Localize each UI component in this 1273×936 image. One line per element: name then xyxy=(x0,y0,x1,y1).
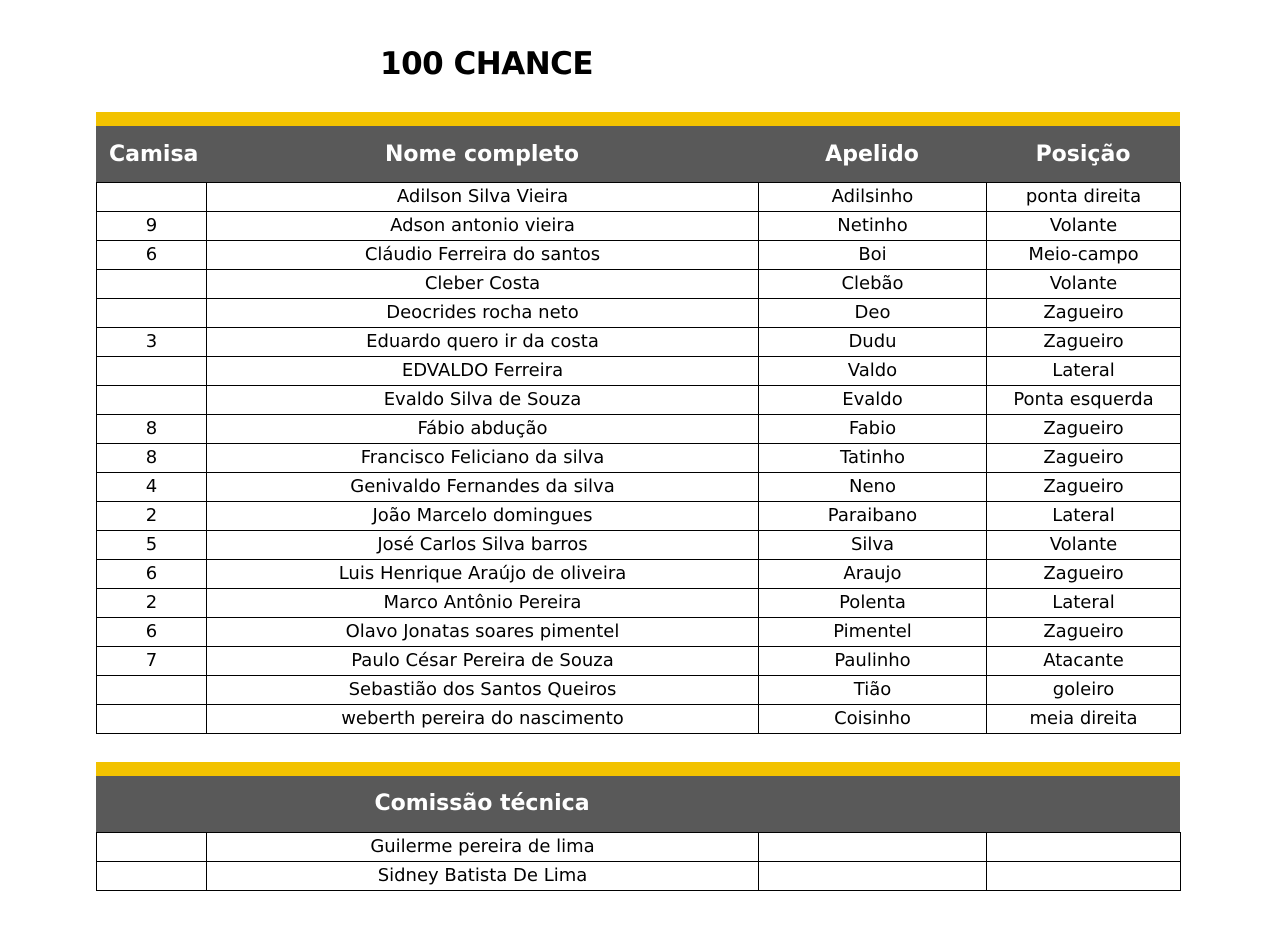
cell-position: ponta direita xyxy=(987,183,1181,212)
cell-full-name: weberth pereira do nascimento xyxy=(207,705,759,734)
table-row xyxy=(97,444,1181,473)
cell-full-name: Evaldo Silva de Souza xyxy=(207,386,759,415)
column-header-position: Posição xyxy=(1035,141,1131,167)
cell-nickname: Valdo xyxy=(759,357,987,386)
cell-shirt: 3 xyxy=(97,328,207,357)
page-title: 100 CHANCE xyxy=(380,46,594,82)
table-row xyxy=(97,328,1181,357)
cell-full-name: Paulo César Pereira de Souza xyxy=(207,647,759,676)
cell-shirt xyxy=(97,299,207,328)
cell-position: Zagueiro xyxy=(987,328,1181,357)
table-row xyxy=(97,618,1181,647)
cell-shirt: 7 xyxy=(97,647,207,676)
accent-bar xyxy=(96,112,1180,126)
cell-shirt: 6 xyxy=(97,560,207,589)
cell-shirt xyxy=(97,183,207,212)
cell-position: Volante xyxy=(987,531,1181,560)
cell-full-name: Francisco Feliciano da silva xyxy=(207,444,759,473)
cell-position: goleiro xyxy=(987,676,1181,705)
table-row xyxy=(97,212,1181,241)
cell-position: Zagueiro xyxy=(987,618,1181,647)
cell-position: Volante xyxy=(987,212,1181,241)
cell-position: Volante xyxy=(987,270,1181,299)
cell-shirt xyxy=(97,833,207,862)
table-row xyxy=(97,705,1181,734)
cell-nickname: Dudu xyxy=(759,328,987,357)
cell-position: Zagueiro xyxy=(987,560,1181,589)
cell-full-name: João Marcelo domingues xyxy=(207,502,759,531)
table-row xyxy=(97,589,1181,618)
cell-full-name: José Carlos Silva barros xyxy=(207,531,759,560)
cell-shirt: 5 xyxy=(97,531,207,560)
cell-full-name: Sidney Batista De Lima xyxy=(207,862,759,891)
table-row xyxy=(97,299,1181,328)
cell-shirt: 4 xyxy=(97,473,207,502)
table-row xyxy=(97,357,1181,386)
cell-position xyxy=(987,862,1181,891)
cell-full-name: Fábio abdução xyxy=(207,415,759,444)
table-row xyxy=(97,833,1181,862)
table-row xyxy=(97,183,1181,212)
cell-position: Atacante xyxy=(987,647,1181,676)
table-row xyxy=(97,241,1181,270)
cell-shirt: 8 xyxy=(97,415,207,444)
cell-nickname: Clebão xyxy=(759,270,987,299)
cell-full-name: EDVALDO Ferreira xyxy=(207,357,759,386)
table-row xyxy=(97,647,1181,676)
staff-table xyxy=(96,832,1181,891)
cell-full-name: Cleber Costa xyxy=(207,270,759,299)
accent-bar xyxy=(96,762,1180,776)
cell-shirt xyxy=(97,357,207,386)
cell-position xyxy=(987,833,1181,862)
staff-section xyxy=(96,762,1180,891)
cell-nickname: Silva xyxy=(759,531,987,560)
column-header-full-name: Nome completo xyxy=(385,141,579,167)
cell-shirt xyxy=(97,676,207,705)
cell-full-name: Sebastião dos Santos Queiros xyxy=(207,676,759,705)
cell-shirt: 6 xyxy=(97,618,207,647)
cell-shirt xyxy=(97,862,207,891)
cell-nickname: Coisinho xyxy=(759,705,987,734)
cell-position: Meio-campo xyxy=(987,241,1181,270)
cell-position: Lateral xyxy=(987,357,1181,386)
cell-position: Zagueiro xyxy=(987,415,1181,444)
cell-nickname: Tatinho xyxy=(759,444,987,473)
cell-full-name: Deocrides rocha neto xyxy=(207,299,759,328)
cell-shirt: 8 xyxy=(97,444,207,473)
cell-full-name: Cláudio Ferreira do santos xyxy=(207,241,759,270)
cell-full-name: Adilson Silva Vieira xyxy=(207,183,759,212)
cell-nickname: Tião xyxy=(759,676,987,705)
cell-position: Ponta esquerda xyxy=(987,386,1181,415)
cell-nickname: Polenta xyxy=(759,589,987,618)
cell-shirt: 2 xyxy=(97,589,207,618)
cell-nickname: Evaldo xyxy=(759,386,987,415)
players-section xyxy=(96,112,1180,734)
cell-nickname: Adilsinho xyxy=(759,183,987,212)
cell-full-name: Marco Antônio Pereira xyxy=(207,589,759,618)
cell-shirt: 2 xyxy=(97,502,207,531)
cell-nickname: Paraibano xyxy=(759,502,987,531)
cell-nickname: Boi xyxy=(759,241,987,270)
column-header-nickname: Apelido xyxy=(825,141,919,167)
table-row xyxy=(97,862,1181,891)
cell-nickname: Pimentel xyxy=(759,618,987,647)
cell-nickname: Netinho xyxy=(759,212,987,241)
table-row xyxy=(97,415,1181,444)
table-row xyxy=(97,473,1181,502)
cell-nickname xyxy=(759,862,987,891)
cell-nickname: Deo xyxy=(759,299,987,328)
players-table xyxy=(96,182,1181,734)
cell-position: Zagueiro xyxy=(987,299,1181,328)
players-table-header xyxy=(96,126,1180,182)
cell-nickname: Paulinho xyxy=(759,647,987,676)
cell-full-name: Genivaldo Fernandes da silva xyxy=(207,473,759,502)
cell-full-name: Guilerme pereira de lima xyxy=(207,833,759,862)
cell-nickname: Fabio xyxy=(759,415,987,444)
cell-shirt: 6 xyxy=(97,241,207,270)
table-row xyxy=(97,531,1181,560)
table-row xyxy=(97,270,1181,299)
cell-nickname xyxy=(759,833,987,862)
cell-shirt xyxy=(97,270,207,299)
cell-full-name: Eduardo quero ir da costa xyxy=(207,328,759,357)
cell-shirt: 9 xyxy=(97,212,207,241)
cell-nickname: Neno xyxy=(759,473,987,502)
cell-position: Zagueiro xyxy=(987,473,1181,502)
table-row xyxy=(97,502,1181,531)
cell-position: meia direita xyxy=(987,705,1181,734)
table-row xyxy=(97,560,1181,589)
cell-full-name: Olavo Jonatas soares pimentel xyxy=(207,618,759,647)
cell-full-name: Luis Henrique Araújo de oliveira xyxy=(207,560,759,589)
cell-nickname: Araujo xyxy=(759,560,987,589)
cell-position: Lateral xyxy=(987,589,1181,618)
staff-header-label: Comissão técnica xyxy=(374,791,590,816)
column-header-shirt: Camisa xyxy=(109,141,199,167)
cell-full-name: Adson antonio vieira xyxy=(207,212,759,241)
table-row xyxy=(97,676,1181,705)
cell-shirt xyxy=(97,386,207,415)
cell-position: Zagueiro xyxy=(987,444,1181,473)
table-row xyxy=(97,386,1181,415)
cell-shirt xyxy=(97,705,207,734)
cell-position: Lateral xyxy=(987,502,1181,531)
staff-table-header xyxy=(96,776,1180,832)
